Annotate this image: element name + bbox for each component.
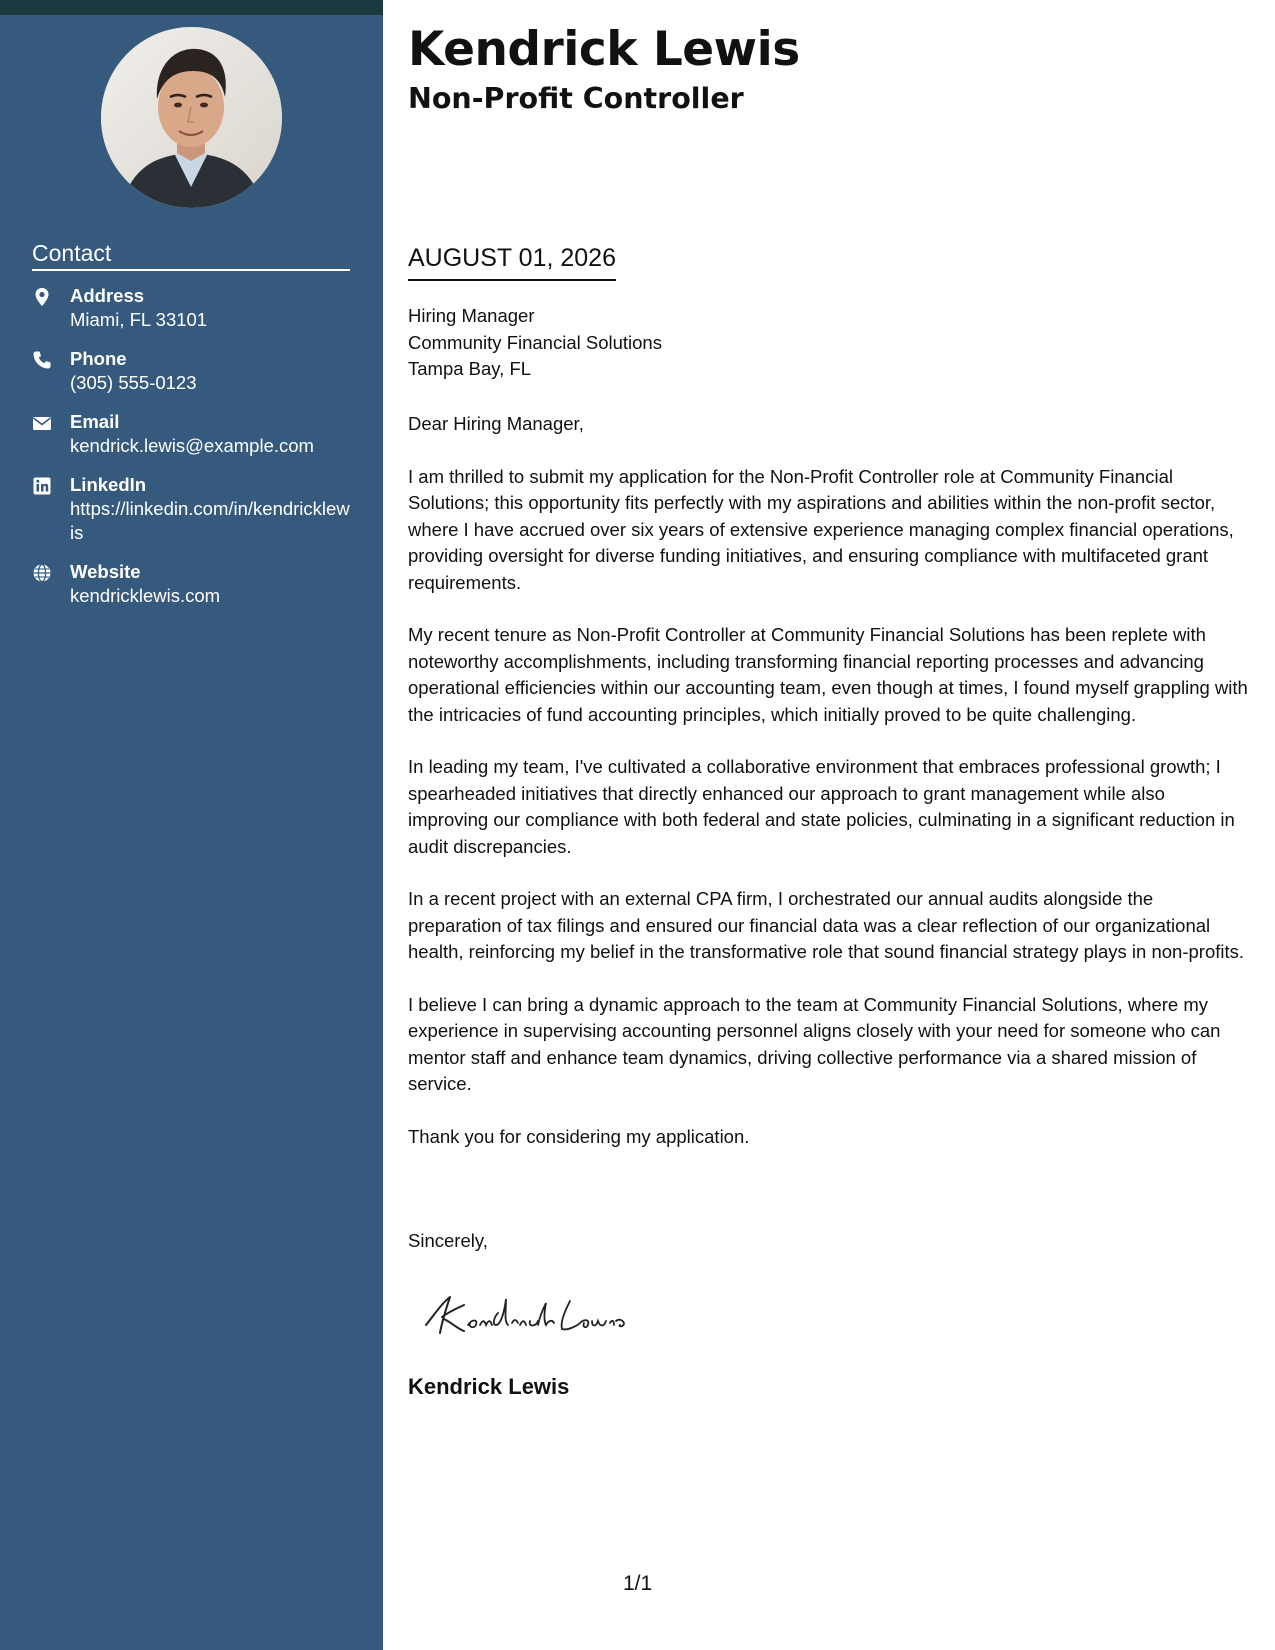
paragraph: In leading my team, I've cultivated a collaborative environment that embraces professional growth; I spearheaded initiatives that directly enhanced our approach to grant management while also improving our compliance with both federal and state policies, culminating in a significant reduction in audit discrepancies. xyxy=(408,756,1235,857)
contact-email xyxy=(32,410,352,473)
sidebar xyxy=(0,0,383,1650)
job-title: Non-Profit Controller xyxy=(408,82,744,115)
address-label: Address xyxy=(70,285,145,306)
linkedin-icon xyxy=(32,473,70,496)
address-value: Miami, FL 33101 xyxy=(70,309,208,330)
letter-date: AUGUST 01, 2026 xyxy=(408,244,616,281)
map-pin-icon xyxy=(32,284,70,307)
phone-icon xyxy=(32,347,70,370)
recipient-block xyxy=(408,303,662,383)
phone-label: Phone xyxy=(70,348,127,369)
contact-linkedin xyxy=(32,473,352,560)
recipient-line: Tampa Bay, FL xyxy=(408,358,532,379)
globe-icon xyxy=(32,560,70,583)
phone-value: (305) 555-0123 xyxy=(70,372,197,393)
signature-image xyxy=(420,1285,660,1345)
applicant-name: Kendrick Lewis xyxy=(408,22,800,77)
contact-list xyxy=(32,284,352,623)
paragraph: Thank you for considering my application. xyxy=(408,1125,750,1147)
website-label: Website xyxy=(70,561,141,582)
linkedin-value[interactable]: https://linkedin.com/in/kendricklewis xyxy=(70,498,350,543)
contact-website xyxy=(32,560,352,623)
email-value[interactable]: kendrick.lewis@example.com xyxy=(70,435,314,456)
recipient-line: Community Financial Solutions xyxy=(408,331,662,353)
contact-address xyxy=(32,284,352,347)
recipient-line: Hiring Manager xyxy=(408,305,535,326)
paragraph: I am thrilled to submit my application for the Non-Profit Controller role at Community Financial Solutions; this opportunity fits perfectly with my aspirations and abilities within the non-profit sector, where I have accrued over six years of extensive experience managing complex financial operations, providing oversight for diverse funding initiatives, and ensuring compliance with multifaceted grant requirements. xyxy=(408,465,1234,593)
greeting: Dear Hiring Manager, xyxy=(408,413,584,434)
linkedin-label: LinkedIn xyxy=(70,474,147,495)
sidebar-top-bar xyxy=(0,0,383,15)
contact-heading: Contact xyxy=(32,240,350,271)
profile-photo xyxy=(101,27,282,208)
letter-body xyxy=(408,411,1250,1176)
envelope-icon xyxy=(32,410,70,433)
email-label: Email xyxy=(70,411,120,432)
closing: Sincerely, xyxy=(408,1230,488,1251)
signer-name: Kendrick Lewis xyxy=(408,1374,570,1399)
paragraph: I believe I can bring a dynamic approach to the team at Community Financial Solutions, where my experience in supervising accounting personnel aligns closely with your need for someone who can mentor staff and enhance team dynamics, driving collective performance via a shared mission of service. xyxy=(408,993,1221,1094)
page-number: 1/1 xyxy=(623,1572,653,1595)
paragraph: My recent tenure as Non-Profit Controller at Community Financial Solutions has been replete with noteworthy accomplishments, including transforming financial reporting processes and advancing operational efficiencies within our accounting team, even though at times, I found myself grappling with the intricacies of fund accounting principles, which initially proved to be quite challenging. xyxy=(408,624,1248,725)
paragraph: In a recent project with an external CPA firm, I orchestrated our annual audits alongside the preparation of tax filings and ensured our financial data was a clear reflection of our organizational health, reinforcing my belief in the transformative role that sound financial strategy plays in non-profits. xyxy=(408,888,1245,962)
portrait-image xyxy=(101,27,282,208)
contact-phone xyxy=(32,347,352,410)
website-value[interactable]: kendricklewis.com xyxy=(70,585,221,606)
